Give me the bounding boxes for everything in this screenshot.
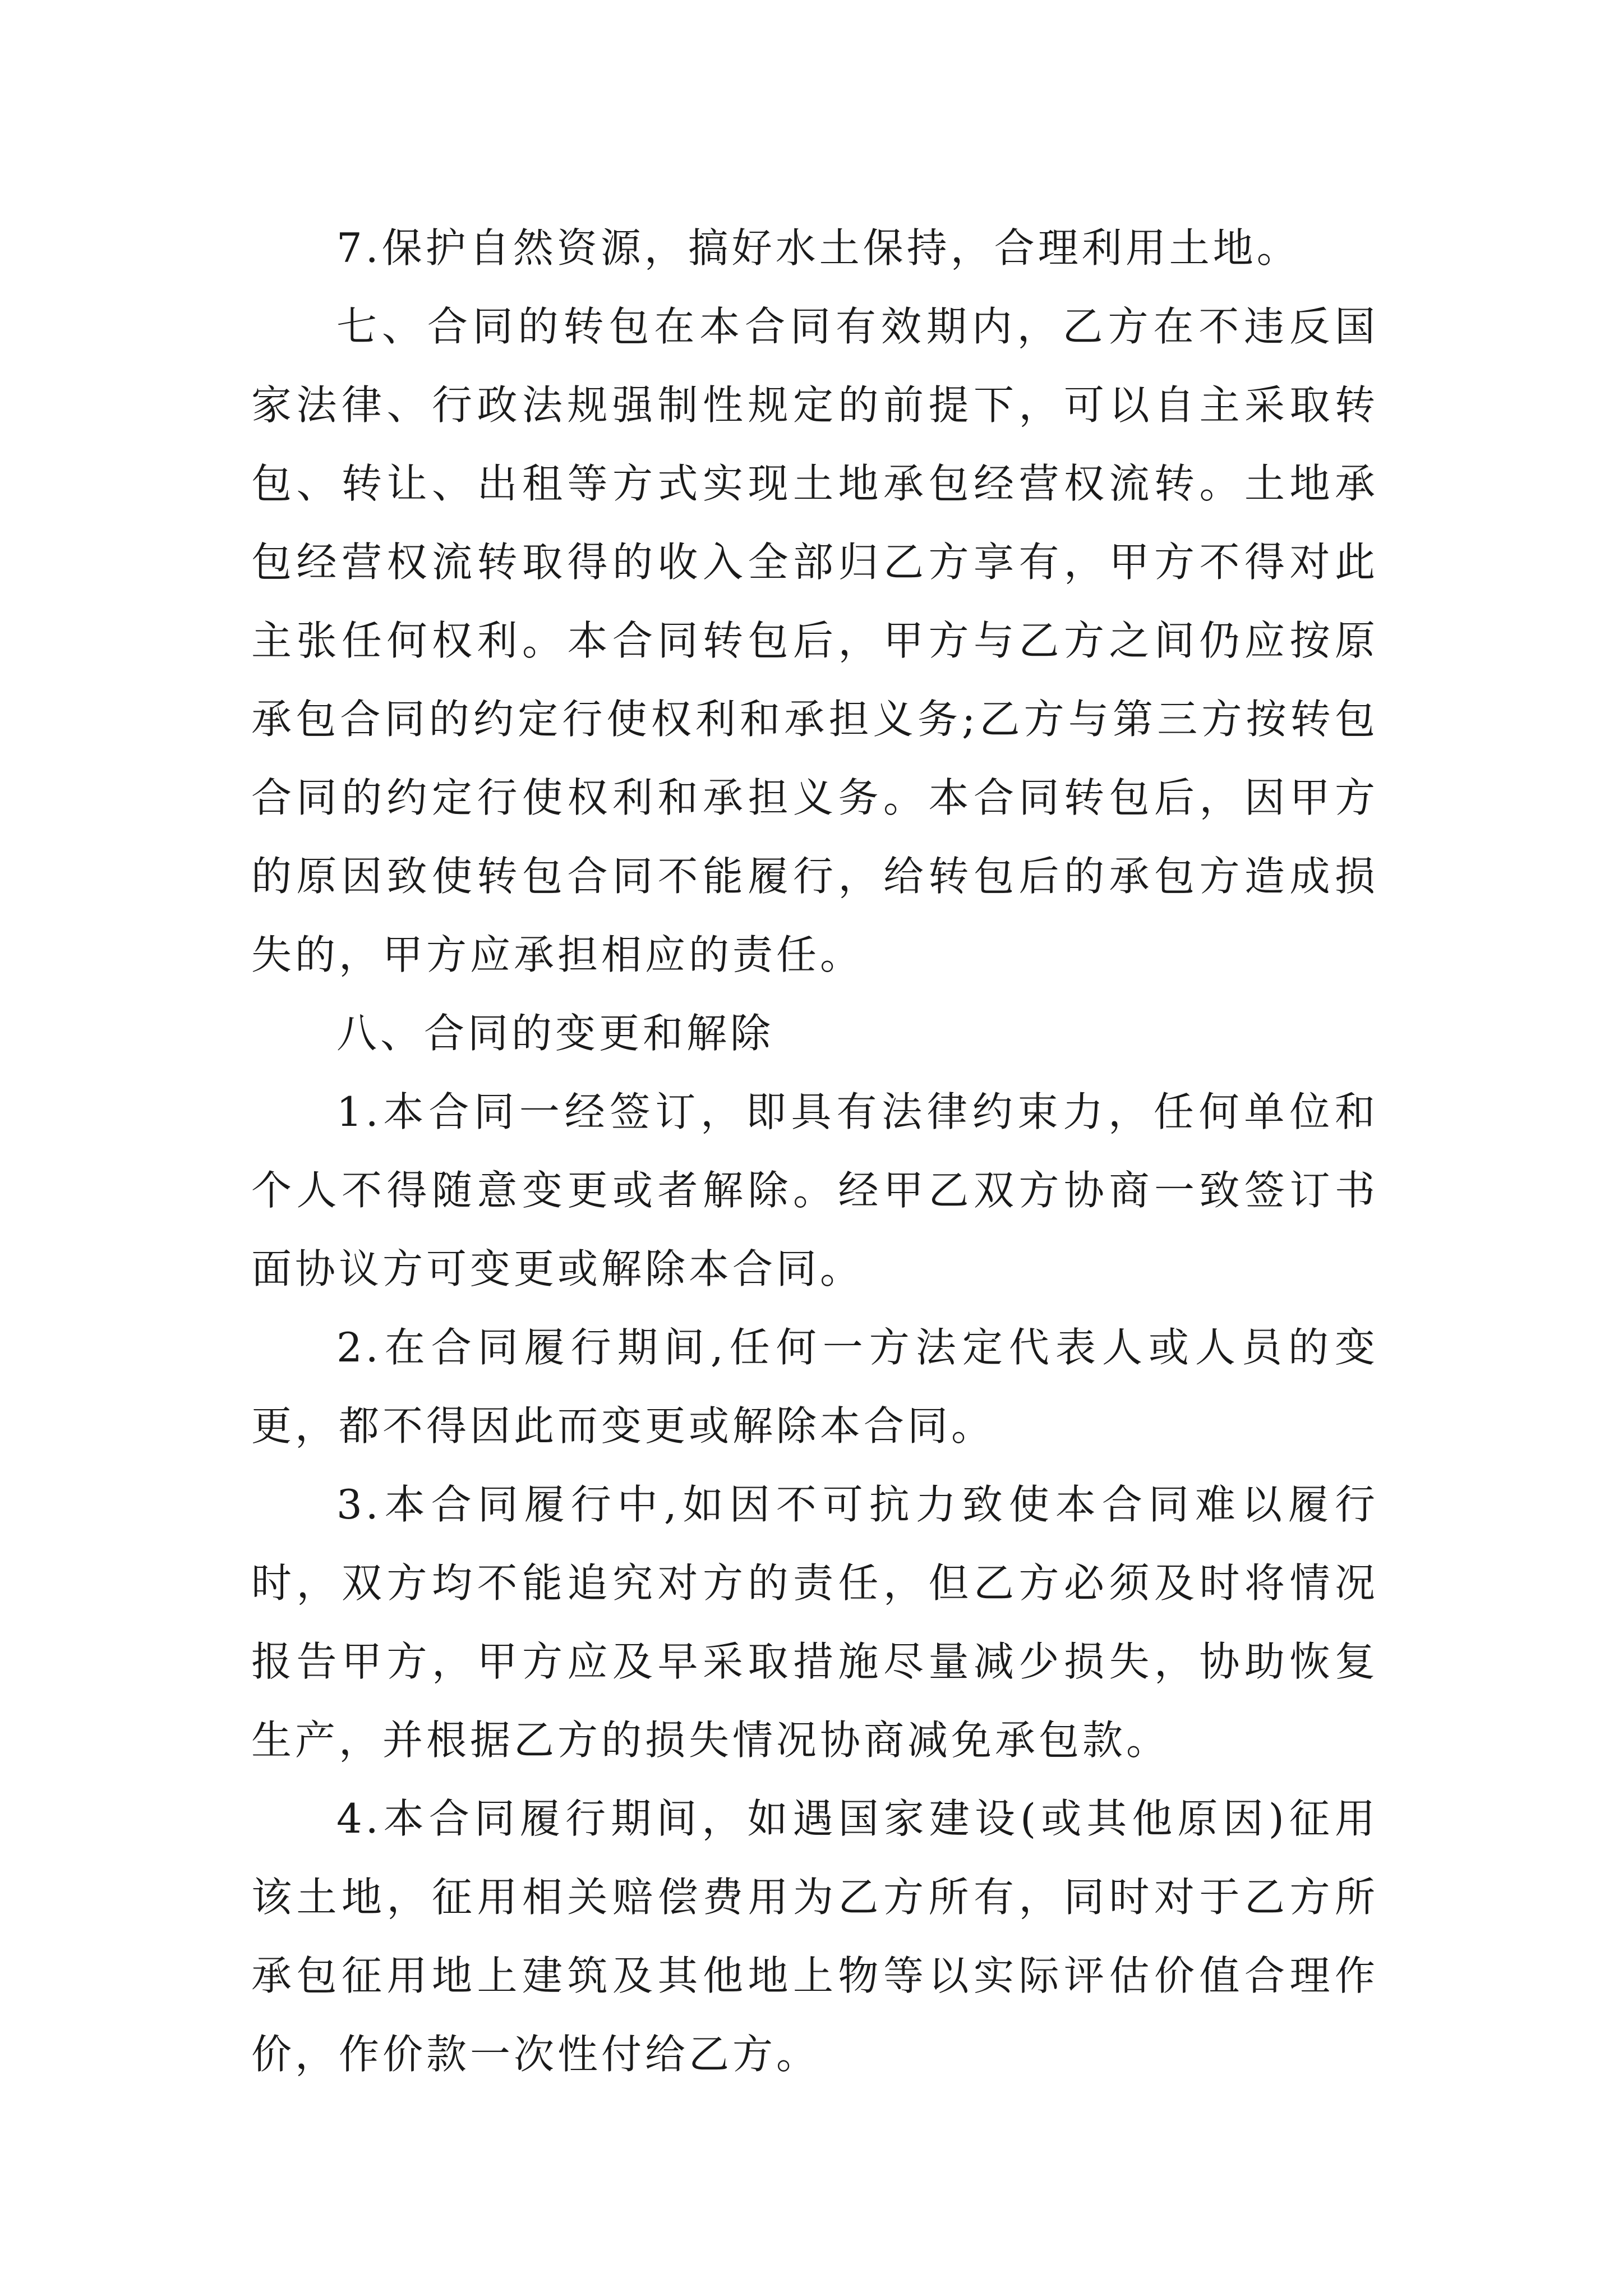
paragraph-clause-8-item-4: 4.本合同履行期间，如遇国家建设(或其他原因)征用该土地，征用相关赔偿费用为乙方所有，同时对于乙方所承包征用地上建筑及其他地上物等以实际评估价值合理作价，作价款一次性付给乙方。	[251, 1795, 1378, 2078]
paragraph-clause-8-item-3: 3.本合同履行中,如因不可抗力致使本合同难以履行时，双方均不能追究对方的责任，但乙方必须及时将情况报告甲方，甲方应及早采取措施尽量减少损失，协助恢复生产，并根据乙方的损失情况协商减免承包款。	[251, 1481, 1378, 1764]
paragraph-clause-8-item-2: 2.在合同履行期间,任何一方法定代表人或人员的变更，都不得因此而变更或解除本合同。	[251, 1324, 1378, 1450]
paragraph-clause-6-item-7: 7.保护自然资源，搞好水土保持，合理利用土地。	[336, 224, 1301, 272]
paragraph-clause-7-subcontract: 七、合同的转包在本合同有效期内，乙方在不违反国家法律、行政法规强制性规定的前提下，可以自主采取转包、转让、出租等方式实现土地承包经营权流转。土地承包经营权流转取得的收入全部归乙方享有，甲方不得对此主张任何权利。本合同转包后，甲方与乙方之间仍应按原承包合同的约定行使权利和承担义务;乙方与第三方按转包合同的约定行使权利和承担义务。本合同转包后，因甲方的原因致使转包合同不能履行，给转包后的承包方造成损失的，甲方应承担相应的责任。	[251, 303, 1378, 978]
section-heading-clause-8: 八、合同的变更和解除	[336, 1010, 774, 1057]
document-body	[251, 209, 1378, 2093]
paragraph-clause-8-item-1: 1.本合同一经签订，即具有法律约束力，任何单位和个人不得随意变更或者解除。经甲乙双方协商一致签订书面协议方可变更或解除本合同。	[251, 1088, 1378, 1292]
